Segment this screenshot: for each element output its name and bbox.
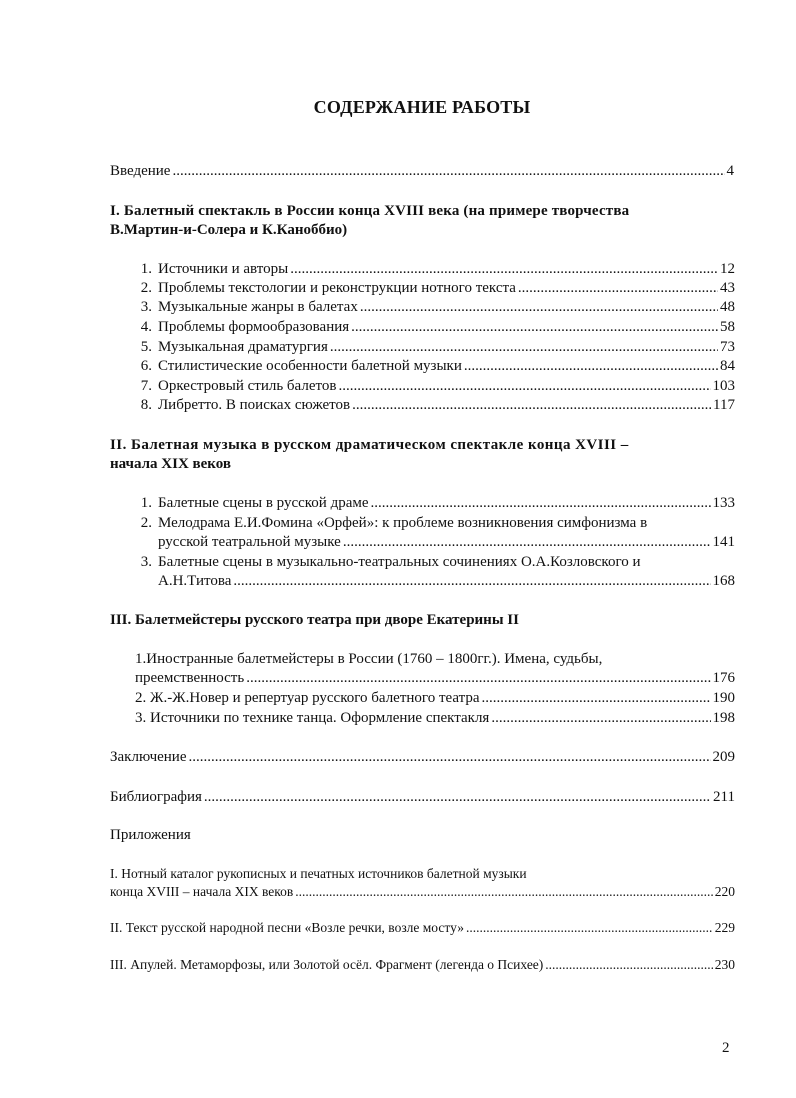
toc-entry-appendix-1[interactable] (110, 882, 735, 901)
entry-page: 176 (712, 670, 735, 686)
entry-page: 220 (714, 884, 735, 899)
entry-number: 6. (140, 358, 152, 374)
toc-entry-conclusion[interactable] (110, 748, 735, 767)
dot-leader (482, 689, 711, 708)
dot-leader (518, 279, 718, 298)
entry-label: 2. Ж.-Ж.Новер и репертуар русского балетного театра (135, 690, 480, 706)
toc-entry-ch3-1-line1[interactable] (135, 650, 602, 669)
entry-label: русской театральной музыке (158, 534, 341, 550)
dot-leader (351, 318, 718, 337)
entry-label: Введение (110, 163, 171, 179)
entry-number: 3. (140, 299, 152, 315)
entry-label: III. Апулей. Метаморфозы, или Золотой осёл. Фрагмент (легенда о Психее) (110, 957, 544, 972)
entry-page: 4 (726, 163, 734, 179)
entry-label: А.Н.Титова (158, 573, 232, 589)
entry-number: 8. (140, 397, 152, 413)
toc-entry-bibliography[interactable] (110, 788, 735, 807)
dot-leader (545, 955, 712, 974)
entry-number: 5. (140, 339, 152, 355)
entry-page: 190 (712, 690, 735, 706)
dot-leader (204, 788, 711, 807)
entry-label: Музыкальная драматургия (158, 339, 328, 355)
toc-entry-appendix-1-line1[interactable] (110, 864, 527, 883)
entry-label: конца XVIII – начала XIX веков (110, 884, 294, 899)
entry-number: 1. (140, 495, 152, 511)
dot-leader (371, 494, 711, 513)
entry-label: Балетные сцены в русской драме (158, 495, 369, 511)
toc-entry-ch2-3[interactable] (158, 572, 735, 591)
toc-entry-ch1-8[interactable] (128, 396, 735, 415)
entry-label: Проблемы текстологии и реконструкции нотного текста (158, 280, 516, 296)
entry-page: 43 (720, 280, 735, 296)
dot-leader (172, 162, 724, 181)
toc-entry-ch1-1[interactable] (128, 260, 735, 279)
entry-label: Музыкальные жанры в балетах (158, 299, 358, 315)
dot-leader (464, 357, 718, 376)
entry-page: 133 (712, 495, 735, 511)
entry-page: 168 (712, 573, 735, 589)
entry-page: 58 (720, 319, 735, 335)
entry-page: 229 (714, 920, 735, 935)
entry-label: II. Текст русской народной песни «Возле речки, возле мосту» (110, 920, 464, 935)
entry-number: 2. (140, 515, 152, 531)
appendices-heading: Приложения (110, 827, 191, 843)
entry-page: 230 (714, 957, 735, 972)
toc-entry-ch3-3[interactable] (135, 709, 735, 728)
dot-leader (338, 377, 710, 396)
dot-leader (352, 396, 711, 415)
entry-page: 141 (712, 534, 735, 550)
toc-entry-ch1-2[interactable] (128, 279, 735, 298)
dot-leader (290, 260, 718, 279)
entry-label: Проблемы формообразования (158, 319, 350, 335)
entry-number: 7. (140, 378, 152, 394)
dot-leader (360, 298, 718, 317)
toc-entry-introduction[interactable] (110, 162, 734, 181)
page-number: 2 (722, 1040, 730, 1056)
toc-entry-ch2-2[interactable] (158, 533, 735, 552)
entry-number: 1. (140, 261, 152, 277)
toc-entry-appendix-2[interactable] (110, 918, 735, 937)
entry-page: 48 (720, 299, 735, 315)
entry-page: 103 (712, 378, 735, 394)
toc-entry-ch2-3-line1[interactable] (128, 553, 641, 572)
entry-label: Библиография (110, 789, 202, 805)
dot-leader (295, 882, 712, 901)
entry-label: 3. Источники по технике танца. Оформление спектакля (135, 710, 490, 726)
dot-leader (233, 572, 710, 591)
entry-page: 117 (713, 397, 735, 413)
toc-entry-ch1-3[interactable] (128, 298, 735, 317)
toc-entry-ch3-2[interactable] (135, 689, 735, 708)
toc-entry-ch1-4[interactable] (128, 318, 735, 337)
chapter-2-heading: II. Балетная музыка в русском драматическом спектакле конца XVIII – начала XIX веков (110, 437, 629, 472)
entry-label-line1: 1.Иностранные балетмейстеры в России (1760 – 1800гг.). Имена, судьбы, (135, 651, 603, 667)
entry-page: 12 (720, 261, 735, 277)
dot-leader (466, 918, 713, 937)
dot-leader (330, 338, 718, 357)
toc-entry-appendix-3[interactable] (110, 955, 735, 974)
entry-page: 84 (720, 358, 735, 374)
dot-leader (246, 669, 710, 688)
toc-entry-ch3-1[interactable] (135, 669, 735, 688)
entry-label: Либретто. В поисках сюжетов (158, 397, 351, 413)
entry-label: Оркестровый стиль балетов (158, 378, 337, 394)
entry-page: 211 (713, 789, 735, 805)
dot-leader (491, 709, 710, 728)
toc-entry-ch1-5[interactable] (128, 338, 735, 357)
toc-entry-ch1-7[interactable] (128, 377, 735, 396)
dot-leader (189, 748, 711, 767)
entry-label: Стилистические особенности балетной музыки (158, 358, 462, 374)
toc-entry-ch1-6[interactable] (128, 357, 735, 376)
entry-label-line1: I. Нотный каталог рукописных и печатных источников балетной музыки (110, 866, 527, 881)
entry-number: 3. (140, 554, 152, 570)
entry-number: 2. (140, 280, 152, 296)
entry-page: 198 (712, 710, 735, 726)
entry-label-line1: Мелодрама Е.И.Фомина «Орфей»: к проблеме возникновения симфонизма в (158, 515, 648, 531)
entry-label: Заключение (110, 749, 187, 765)
entry-page: 209 (712, 749, 735, 765)
entry-label: преемственность (135, 670, 245, 686)
entry-label-line1: Балетные сцены в музыкально-театральных сочинениях О.А.Козловского и (158, 554, 641, 570)
page-title: СОДЕРЖАНИЕ РАБОТЫ (313, 97, 531, 117)
entry-page: 73 (720, 339, 735, 355)
toc-entry-ch2-2-line1[interactable] (128, 514, 647, 533)
dot-leader (343, 533, 711, 552)
chapter-1-heading: I. Балетный спектакль в России конца XVIII века (на примере творчества В.Мартин-и-Солера и К.Каноббио) (110, 203, 630, 238)
chapter-3-heading: III. Балетмейстеры русского театра при дворе Екатерины II (110, 612, 519, 628)
entry-label: Источники и авторы (158, 261, 289, 277)
toc-entry-ch2-1[interactable] (128, 494, 735, 513)
entry-number: 4. (140, 319, 152, 335)
